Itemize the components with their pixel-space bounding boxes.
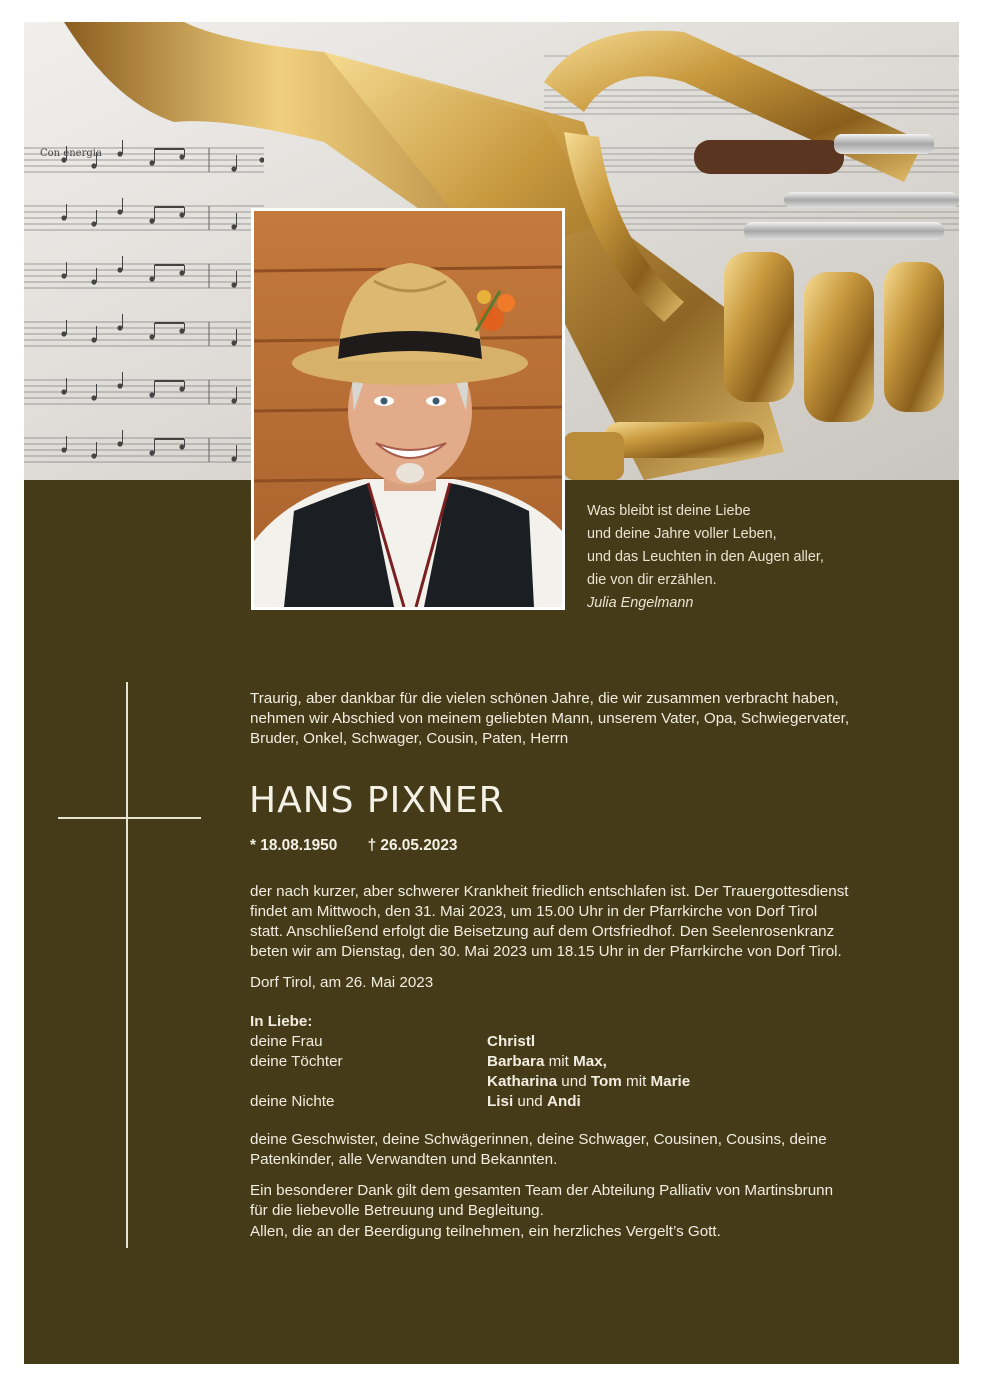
intro-paragraph bbox=[250, 689, 930, 749]
relation-label: deine Frau bbox=[250, 1033, 323, 1050]
cross-icon-horizontal-bar bbox=[58, 817, 201, 819]
deceased-name: HANS PIXNER bbox=[249, 780, 505, 821]
intro-line: nehmen wir Abschied von meinem geliebten Mann, unserem Vater, Opa, Schwiegervater, bbox=[250, 710, 850, 727]
mourner-name: Barbara bbox=[487, 1053, 545, 1070]
portrait-photo bbox=[251, 208, 565, 610]
relation-label: deine Töchter bbox=[250, 1053, 343, 1070]
mourner-name: Christl bbox=[487, 1033, 536, 1050]
cross-icon-vertical-bar bbox=[126, 682, 128, 1248]
notice-line: statt. Anschließend erfolgt die Beisetzung auf dem Ortsfriedhof. Den Seelenrosenkranz bbox=[250, 923, 835, 940]
connector-text: mit bbox=[548, 1053, 569, 1070]
mourner-name: Max, bbox=[573, 1053, 607, 1070]
death-date: † 26.05.2023 bbox=[367, 837, 458, 854]
svg-text:Con energia: Con energia bbox=[40, 148, 102, 159]
thanks-line: für die liebevolle Betreuung und Begleitung. bbox=[250, 1202, 544, 1219]
quote-line: die von dir erzählen. bbox=[587, 572, 717, 588]
relation-label: deine Nichte bbox=[250, 1093, 335, 1110]
memorial-quote bbox=[587, 500, 947, 615]
quote-line: und das Leuchten in den Augen aller, bbox=[587, 549, 824, 565]
extended-line: deine Geschwister, deine Schwägerinnen, deine Schwager, Cousinen, Cousins, deine bbox=[250, 1131, 827, 1148]
connector-text: und bbox=[561, 1073, 587, 1090]
mourner-name: Andi bbox=[546, 1093, 581, 1110]
notice-line: findet am Mittwoch, den 31. Mai 2023, um 15.00 Uhr in der Pfarrkirche von Dorf Tirol bbox=[250, 903, 818, 920]
extended-family-paragraph bbox=[250, 1130, 930, 1170]
connector-text: und bbox=[517, 1093, 543, 1110]
mourner-name: Marie bbox=[650, 1073, 691, 1090]
intro-line: Traurig, aber dankbar für die vielen schönen Jahre, die wir zusammen verbracht haben, bbox=[250, 690, 839, 707]
mourner-name: Lisi bbox=[487, 1093, 514, 1110]
notice-line: beten wir am Dienstag, den 30. Mai 2023 um 18.15 Uhr in der Pfarrkirche von Dorf Tirol. bbox=[250, 943, 842, 960]
extended-line: Patenkinder, alle Verwandten und Bekannten. bbox=[250, 1151, 558, 1168]
funeral-notice-paragraph bbox=[250, 882, 930, 962]
obituary-card bbox=[24, 22, 959, 1364]
life-dates bbox=[250, 837, 457, 855]
thanks-paragraph bbox=[250, 1181, 930, 1221]
place-and-date: Dorf Tirol, am 26. Mai 2023 bbox=[250, 974, 434, 991]
quote-line: Was bleibt ist deine Liebe bbox=[587, 503, 751, 519]
quote-line: und deine Jahre voller Leben, bbox=[587, 526, 777, 542]
intro-line: Bruder, Onkel, Schwager, Cousin, Paten, Herrn bbox=[250, 730, 569, 747]
thanks-line: Ein besonderer Dank gilt dem gesamten Team der Abteilung Palliativ von Martinsbrunn bbox=[250, 1182, 834, 1199]
birth-date: * 18.08.1950 bbox=[250, 837, 338, 854]
notice-line: der nach kurzer, aber schwerer Krankheit friedlich entschlafen ist. Der Trauergottesdienst bbox=[250, 883, 849, 900]
closing-line: Allen, die an der Beerdigung teilnehmen, ein herzliches Vergelt’s Gott. bbox=[250, 1223, 721, 1240]
mourner-name: Tom bbox=[590, 1073, 622, 1090]
quote-author: Julia Engelmann bbox=[587, 595, 694, 611]
mourner-name: Katharina bbox=[487, 1073, 558, 1090]
connector-text: mit bbox=[626, 1073, 647, 1090]
mourners-heading: In Liebe: bbox=[250, 1013, 313, 1030]
